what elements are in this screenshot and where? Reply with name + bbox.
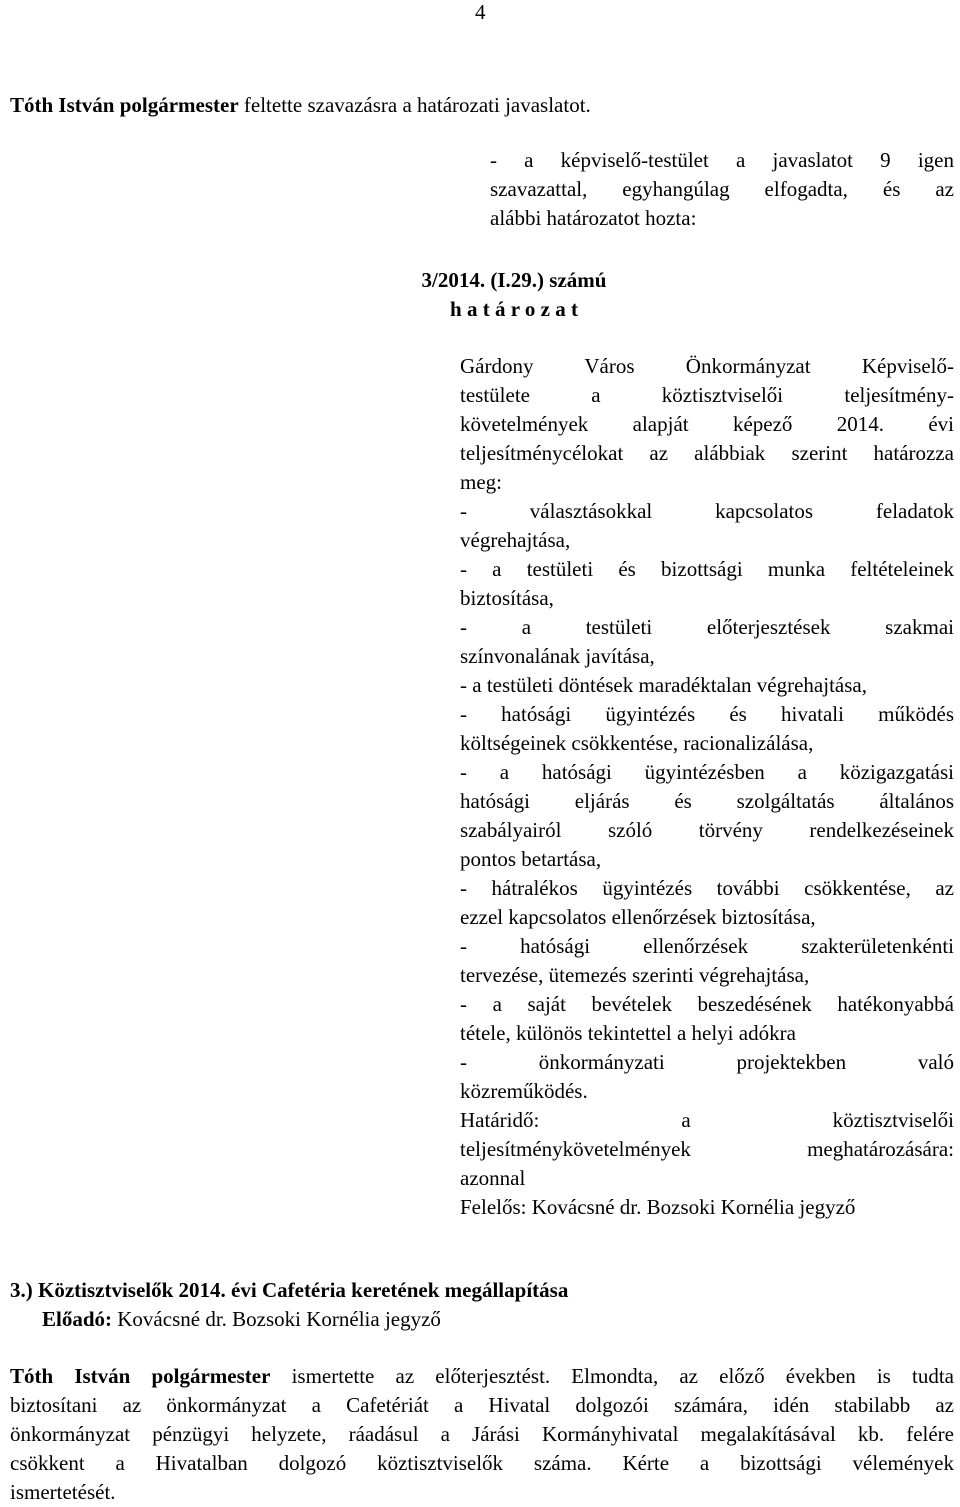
resolution-responsible: Felelős: Kovácsné dr. Bozsoki Kornélia jegyző xyxy=(460,1195,856,1219)
resolution-line: követelmények alapját képező 2014. évi xyxy=(460,412,954,436)
resolution-line: tervezése, ütemezés szerinti végrehajtása, xyxy=(460,963,810,987)
resolution-line: - a testületi és bizottsági munka feltételeinek xyxy=(460,557,954,581)
presenter-line xyxy=(42,1305,441,1334)
resolution-line: - hatósági ügyintézés és hivatali működés xyxy=(460,702,954,726)
page-number: 4 xyxy=(475,0,486,24)
intro-paragraph xyxy=(10,91,591,120)
resolution-line: végrehajtása, xyxy=(460,528,571,552)
resolution-deadline-line: Határidő: a köztisztviselői xyxy=(460,1108,954,1132)
resolution-line: - a testületi előterjesztések szakmai xyxy=(460,615,954,639)
resolution-line: Gárdony Város Önkormányzat Képviselő- xyxy=(460,354,954,378)
resolution-line: - a saját bevételek beszedésének hatékonyabbá xyxy=(460,992,954,1016)
resolution-line: színvonalának javítása, xyxy=(460,644,655,668)
resolution-line: szabályairól szóló törvény rendelkezéseinek xyxy=(460,818,954,842)
vote-line: alábbi határozatot hozta: xyxy=(490,206,697,230)
resolution-line: - a testületi döntések maradéktalan végrehajtása, xyxy=(460,673,867,697)
section-paragraph-line: önkormányzat pénzügyi helyzete, ráadásul a Járási Kormányhivatal megalakításával kb. felére xyxy=(10,1422,954,1446)
presenter-label: Előadó: xyxy=(42,1307,113,1331)
resolution-line: - választásokkal kapcsolatos feladatok xyxy=(460,499,954,523)
resolution-deadline-line: teljesítménykövetelmények meghatározására: xyxy=(460,1137,954,1161)
section-paragraph-line: csökkent a Hivatalban dolgozó köztisztviselők száma. Kérte a bizottsági vélemények xyxy=(10,1451,954,1475)
resolution-line: költségeinek csökkentése, racionalizálása, xyxy=(460,731,814,755)
vote-line: - a képviselő-testület a javaslatot 9 igen xyxy=(490,148,954,172)
section-paragraph-line: biztosítani az önkormányzat a Cafetériát a Hivatal dolgozói számára, idén stabilabb az xyxy=(10,1393,954,1417)
resolution-title: h a t á r o z a t xyxy=(450,297,578,321)
intro-text: feltette szavazásra a határozati javaslatot. xyxy=(238,93,591,117)
resolution-line: közreműködés. xyxy=(460,1079,588,1103)
resolution-line: pontos betartása, xyxy=(460,847,602,871)
resolution-deadline-line: azonnal xyxy=(460,1166,526,1190)
resolution-line: - hátralékos ügyintézés további csökkentése, az xyxy=(460,876,954,900)
presenter-name: Kovácsné dr. Bozsoki Kornélia jegyző xyxy=(112,1307,441,1331)
section-speaker: Tóth István polgármester xyxy=(10,1364,271,1388)
resolution-line: biztosítása, xyxy=(460,586,554,610)
section-paragraph-line: ismertetését. xyxy=(10,1480,116,1504)
resolution-line: - hatósági ellenőrzések szakterületenkénti xyxy=(460,934,954,958)
resolution-line: testülete a köztisztviselői teljesítmény- xyxy=(460,383,954,407)
section-heading: 3.) Köztisztviselők 2014. évi Cafetéria keretének megállapítása xyxy=(10,1278,569,1302)
section-paragraph-line xyxy=(10,1362,954,1391)
resolution-line: meg: xyxy=(460,470,502,494)
resolution-line: - a hatósági ügyintézésben a közigazgatási xyxy=(460,760,954,784)
resolution-line: tétele, különös tekintettel a helyi adókra xyxy=(460,1021,796,1045)
intro-speaker: Tóth István polgármester xyxy=(10,93,239,117)
resolution-line: hatósági eljárás és szolgáltatás általános xyxy=(460,789,954,813)
vote-line: szavazattal, egyhangúlag elfogadta, és az xyxy=(490,177,954,201)
resolution-line: ezzel kapcsolatos ellenőrzések biztosítása, xyxy=(460,905,816,929)
section-text: ismertette az előterjesztést. Elmondta, az előző években is tudta xyxy=(270,1364,954,1388)
resolution-number: 3/2014. (I.29.) számú xyxy=(421,268,607,292)
resolution-line: - önkormányzati projektekben való xyxy=(460,1050,954,1074)
resolution-line: teljesítménycélokat az alábbiak szerint határozza xyxy=(460,441,954,465)
